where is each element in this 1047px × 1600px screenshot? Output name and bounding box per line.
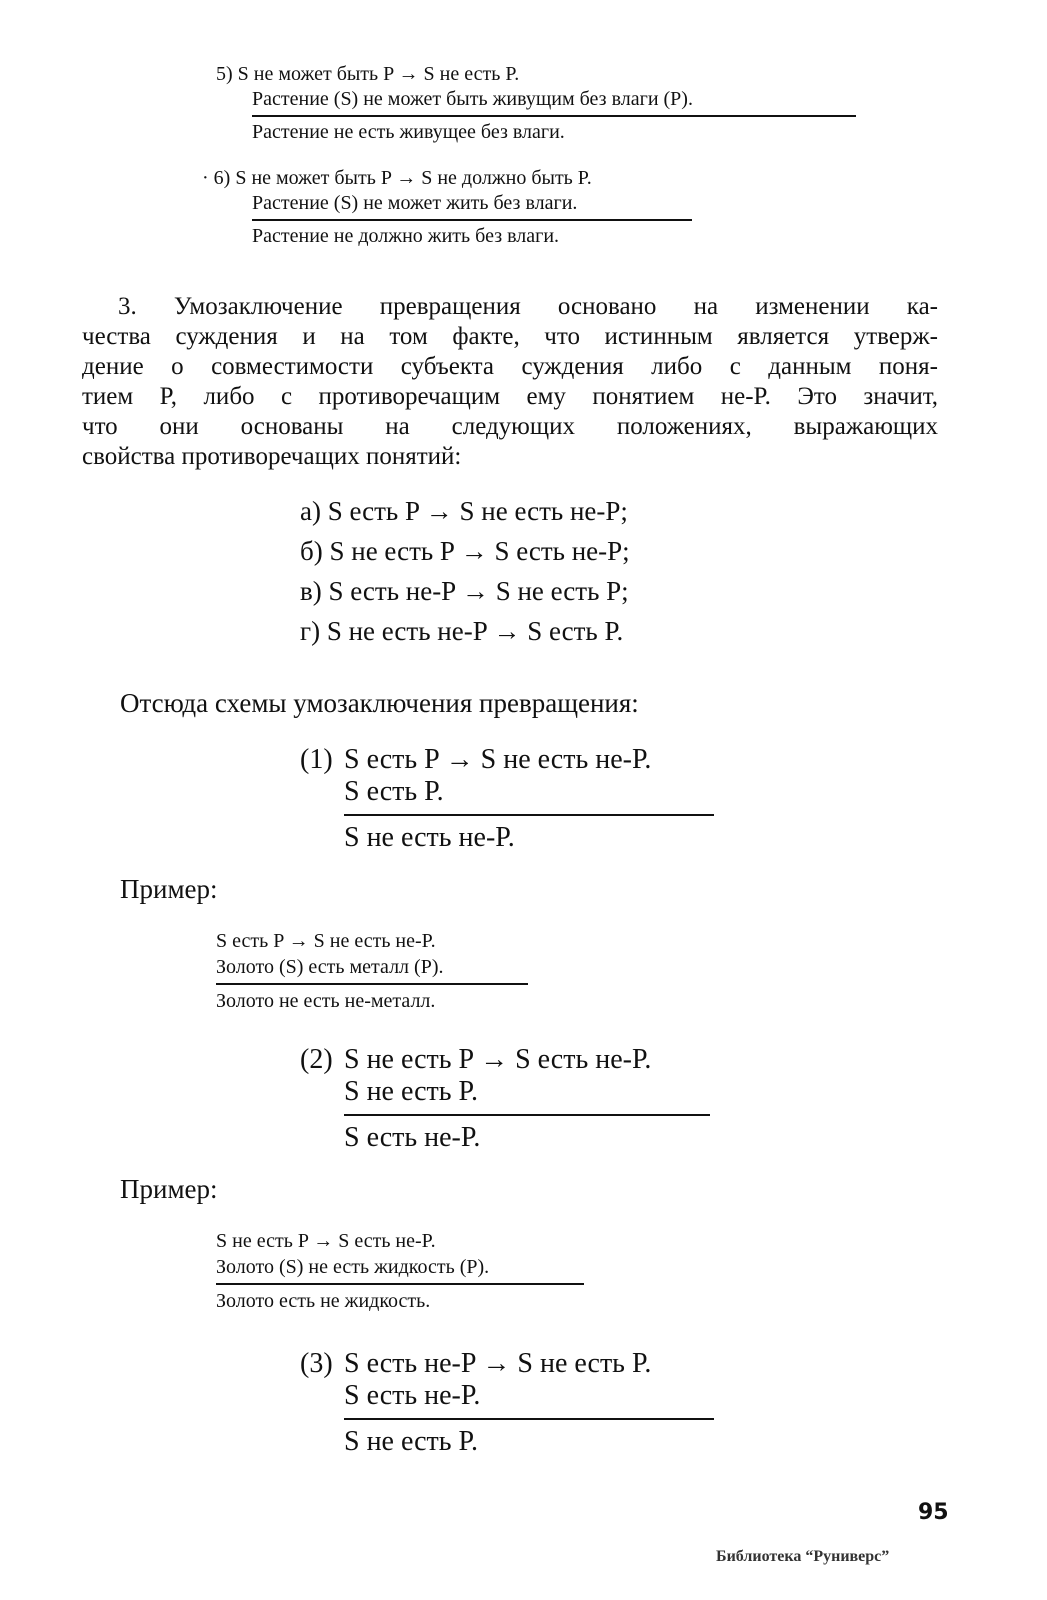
property-v: в) S есть не-P → S не есть P;: [300, 576, 629, 606]
syllogism-5-conclusion: Растение не есть живущее без влаги.: [252, 121, 565, 143]
scheme-1: [300, 744, 740, 854]
example-2-rule: [216, 1283, 584, 1285]
scheme-3-conclusion: S не есть P.: [344, 1426, 479, 1457]
example-1-line2: Золото (S) есть металл (P).: [216, 956, 444, 978]
example-2-line2: Золото (S) не есть жидкость (P).: [216, 1256, 490, 1278]
scheme-1-number: (1): [300, 744, 333, 775]
scheme-2: [300, 1044, 740, 1154]
paragraph-line: чества суждения и на том факте, что истинным является утверж-: [82, 323, 938, 350]
syllogism-6-line1: · 6) S не может быть P → S не должно быть P.: [202, 167, 592, 189]
paragraph-line: 3. Умозаключение превращения основано на изменении ка-: [118, 293, 938, 320]
scheme-1-line2: S есть P.: [344, 776, 444, 807]
properties-list: [300, 494, 760, 648]
schemes-heading: Отсюда схемы умозаключения превращения:: [120, 688, 639, 718]
scheme-2-line1: S не есть P → S есть не-P.: [344, 1044, 652, 1075]
syllogism-6-rule: [252, 219, 692, 221]
scheme-2-number: (2): [300, 1044, 333, 1075]
property-b: б) S не есть P → S есть не-P;: [300, 536, 630, 566]
scheme-1-conclusion: S не есть не-P.: [344, 822, 515, 853]
syllogism-6-line2: Растение (S) не может жить без влаги.: [252, 192, 578, 214]
scheme-2-rule: [344, 1114, 710, 1116]
example-1-line1: S есть P → S не есть не-P.: [216, 930, 436, 952]
scheme-3-line1: S есть не-P → S не есть P.: [344, 1348, 652, 1379]
scheme-3-rule: [344, 1418, 714, 1420]
property-g: г) S не есть не-P → S есть P.: [300, 616, 624, 646]
syllogism-5-line2: Растение (S) не может быть живущим без влаги (P).: [252, 88, 693, 110]
paragraph-line: свойства противоречащих понятий:: [82, 443, 462, 470]
scheme-3-line2: S есть не-P.: [344, 1380, 481, 1411]
scheme-1-rule: [344, 814, 714, 816]
scheme-2-line2: S не есть P.: [344, 1076, 479, 1107]
page-number: 95: [918, 1500, 949, 1525]
paragraph-3: [82, 292, 938, 472]
example-1: [216, 928, 536, 1014]
example-2-conclusion: Золото есть не жидкость.: [216, 1290, 431, 1312]
example-2: [216, 1228, 596, 1314]
property-a: а) S есть P → S не есть не-P;: [300, 496, 628, 526]
paragraph-line: дение о совместимости субъекта суждения либо с данным поня-: [82, 353, 938, 380]
syllogism-6: [202, 166, 762, 249]
syllogism-5: [216, 62, 856, 145]
scheme-3: [300, 1348, 740, 1458]
paragraph-line: тием P, либо с противоречащим ему понятием не-P. Это значит,: [82, 383, 938, 410]
scheme-1-line1: S есть P → S не есть не-P.: [344, 744, 652, 775]
scheme-3-number: (3): [300, 1348, 333, 1379]
syllogism-6-conclusion: Растение не должно жить без влаги.: [252, 225, 560, 247]
library-footer: Библиотека “Руниверс”: [716, 1548, 890, 1565]
syllogism-5-rule: [252, 115, 856, 117]
example-label-1: Пример:: [120, 874, 218, 904]
example-label-2: Пример:: [120, 1174, 218, 1204]
scheme-2-conclusion: S есть не-P.: [344, 1122, 481, 1153]
syllogism-5-line1: 5) S не может быть P → S не есть P.: [216, 63, 520, 85]
example-1-conclusion: Золото не есть не-металл.: [216, 990, 436, 1012]
paragraph-line: что они основаны на следующих положениях, выражающих: [82, 413, 938, 440]
example-2-line1: S не есть P → S есть не-P.: [216, 1230, 436, 1252]
example-1-rule: [216, 983, 528, 985]
